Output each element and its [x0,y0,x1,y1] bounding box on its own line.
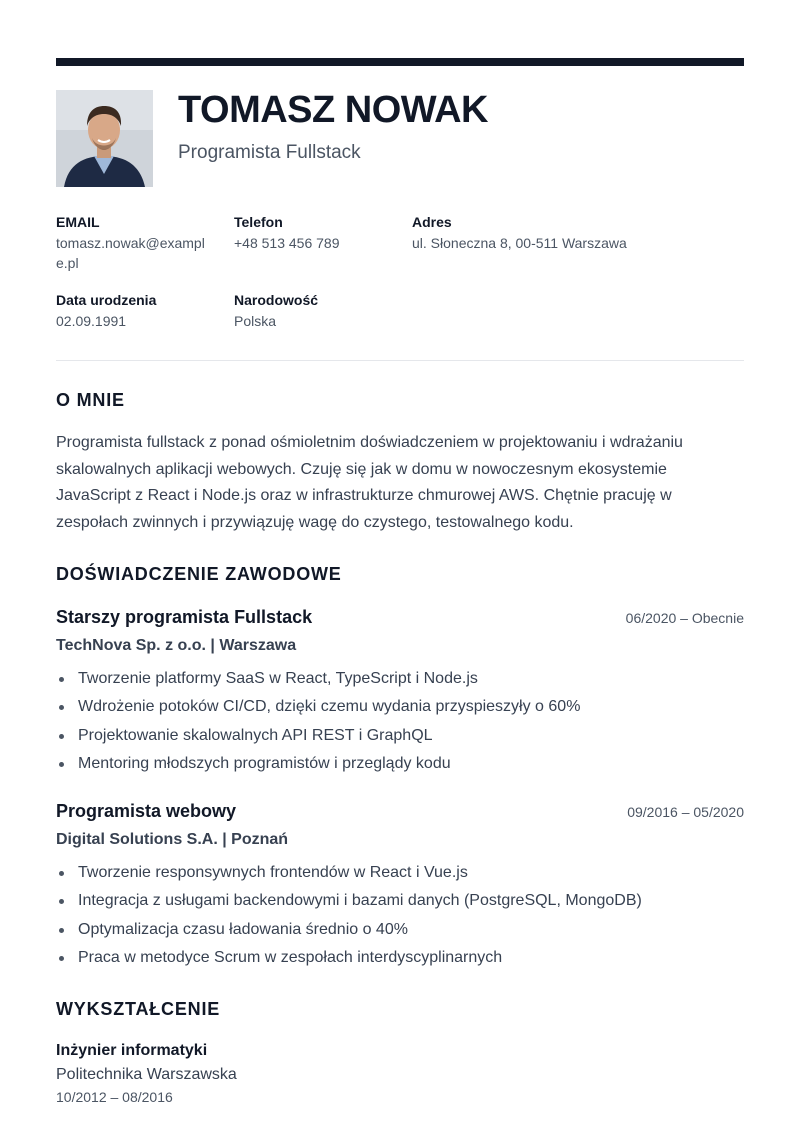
phone-value[interactable]: +48 513 456 789 [234,235,340,251]
birthdate-label: Data urodzenia [56,292,157,308]
job-entry [56,607,744,779]
job-dates: 09/2016 – 05/2020 [627,804,744,820]
list-item: Integracja z usługami backendowymi i bazami danych (PostgreSQL, MongoDB) [56,887,744,915]
resume-header [56,90,488,187]
education-heading: WYKSZTAŁCENIE [56,999,221,1019]
top-accent-bar [56,58,744,66]
contact-details [56,213,744,331]
list-item: Projektowanie skalowalnych API REST i GraphQL [56,722,744,750]
name-block [178,90,488,187]
job-header [56,801,744,822]
list-item: Tworzenie responsywnych frontendów w React i Vue.js [56,859,744,887]
list-item: Praca w metodyce Scrum w zespołach interdyscyplinarnych [56,944,744,972]
email-label: EMAIL [56,214,100,230]
address-label: Adres [412,214,452,230]
job-header [56,607,744,628]
contact-phone [234,213,412,273]
contact-row [56,213,744,273]
phone-label: Telefon [234,214,283,230]
job-responsibilities [56,859,744,973]
candidate-name: TOMASZ NOWAK [178,89,488,131]
education-entry [56,1042,237,1105]
about-heading: O MNIE [56,390,125,410]
address-value: ul. Słoneczna 8, 00-511 Warszawa [412,235,627,251]
profile-photo [56,90,153,187]
email-value[interactable]: tomasz.nowak@example.pl [56,235,205,271]
job-title: Starszy programista Fullstack [56,607,313,627]
birthdate-value: 02.09.1991 [56,313,127,329]
experience-heading: DOŚWIADCZENIE ZAWODOWE [56,564,342,584]
job-responsibilities [56,665,744,779]
job-entry [56,801,744,973]
education-degree: Inżynier informatyki [56,1042,208,1059]
job-title: Programista webowy [56,801,237,821]
list-item: Mentoring młodszych programistów i przeglądy kodu [56,750,744,778]
contact-address [412,213,742,273]
list-item: Wdrożenie potoków CI/CD, dzięki czemu wydania przyspieszyły o 60% [56,693,744,721]
job-dates: 06/2020 – Obecnie [625,610,744,626]
list-item: Tworzenie platformy SaaS w React, TypeScript i Node.js [56,665,744,693]
contact-birthdate [56,291,234,331]
contact-row [56,291,744,331]
contact-email [56,213,234,273]
nationality-value: Polska [234,313,277,329]
about-text: Programista fullstack z ponad ośmioletnim doświadczeniem w projektowaniu i wdrażaniu skalowalnych aplikacji webowych. Czuję się jak w domu w nowoczesnym ekosystemie JavaScript z React i Node.js oraz w infrastrukturze chmurowej AWS. Chętnie pracuję w zespołach zwinnych i przywiązuję wagę do czystego, testowalnego kodu. [56,434,683,531]
job-company: Digital Solutions S.A. | Poznań [56,831,289,848]
job-company: TechNova Sp. z o.o. | Warszawa [56,637,297,654]
nationality-label: Narodowość [234,292,319,308]
education-school: Politechnika Warszawska [56,1066,237,1083]
section-divider [56,360,744,361]
candidate-role: Programista Fullstack [178,142,361,163]
education-dates: 10/2012 – 08/2016 [56,1089,173,1105]
contact-nationality [234,291,412,331]
list-item: Optymalizacja czasu ładowania średnio o 40% [56,916,744,944]
